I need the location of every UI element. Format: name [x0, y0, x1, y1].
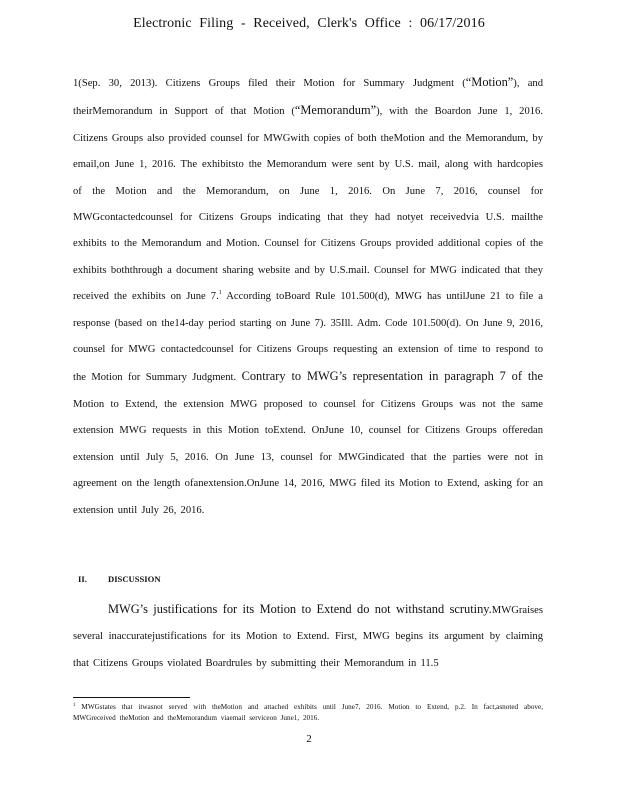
paragraph1-text-b: ), and theirMemorandum in Support of that Motion (: [73, 78, 544, 118]
paragraph2-rest: MWGraises several inaccuratejustifications for its Motion to Extend. First, MWG begins its argument by claiming that Citizens Groups violated Boardrules by submitting their Memorandum in 11.5: [73, 605, 543, 669]
paragraph1-text-d: According toBoard Rule 101.500(d), MWG has untilJune 21 to file a response (based on the14-day period starting on June 7). 35Ill. Adm. Code 101.500(d). On June 9, 2016, counsel for MWG contactedcounsel for Citizens Groups requesting an extension of time to respond to the Motion for Summary Judgment.: [73, 291, 544, 384]
page-number: 2: [306, 733, 312, 745]
footnote-text: MWGstates that itwasnot served with theMotion and attached exhibits until June7, 2016. Motion to Extend, p.2. In fact,asnoted above, MWGreceived theMotion and theMemorandum viaemail serviceon June1, 2016.: [73, 703, 544, 722]
motion-defined-term: “Motion”: [465, 75, 514, 89]
paragraph1-text-e: Motion to Extend, the extension MWG proposed to counsel for Citizens Groups was not the same extension MWG requests in this Motion toExtend. OnJune 10, counsel for Citizens Groups offeredan extension until July 5, 2016. On June 13, counsel for MWGindicated that the parties were not in agreement on the length ofanextension.OnJune 14, 2016, MWG filed its Motion to Extend, asking for an extension until July 26, 2016.: [73, 398, 543, 516]
section-heading-discussion: [78, 574, 161, 584]
paragraph1-text-a: 1(Sep. 30, 2013). Citizens Groups filed their Motion for Summary Judgment (: [73, 78, 466, 89]
emphasis-sentence: Contrary to MWG’s representation in paragraph 7 of the: [241, 369, 543, 384]
paragraph-procedural-history: [73, 69, 543, 524]
memorandum-defined-term: “Memorandum”: [294, 103, 377, 118]
paragraph1-text-c: ), with the Boardon June 1, 2016. Citizens Groups also provided counsel for MWGwith copies of both theMotion and the Memorandum, by email,on June 1, 2016. The exhibitsto the Memorandum were sent by U.S. mail, along with hardcopies of the Motion and the Memorandum, on June 1, 2016. On June 7, 2016, counsel for MWGcontactedcounsel for Citizens Groups indicating that they had notyet receivedvia U.S. mailthe exhibits to the Memorandum and Motion. Counsel for Citizens Groups provided additional copies of the exhibits boththrough a document sharing website and by U.S.mail. Counsel for MWG indicated that they received the exhibits on June 7.: [73, 106, 543, 303]
footnote-divider: [73, 697, 190, 698]
section-title: DISCUSSION: [108, 574, 161, 584]
footnote: [73, 702, 543, 724]
section-number: II.: [78, 574, 87, 584]
footnote-reference: 1: [218, 290, 222, 297]
filing-stamp-header: Electronic Filing - Received, Clerk's Office : 06/17/2016: [133, 16, 485, 31]
footnote-number: 1: [73, 703, 76, 708]
paragraph-discussion: [73, 596, 543, 677]
paragraph2-lead-sentence: MWG’s justifications for its Motion to Extend do not withstand scrutiny.: [108, 602, 492, 616]
